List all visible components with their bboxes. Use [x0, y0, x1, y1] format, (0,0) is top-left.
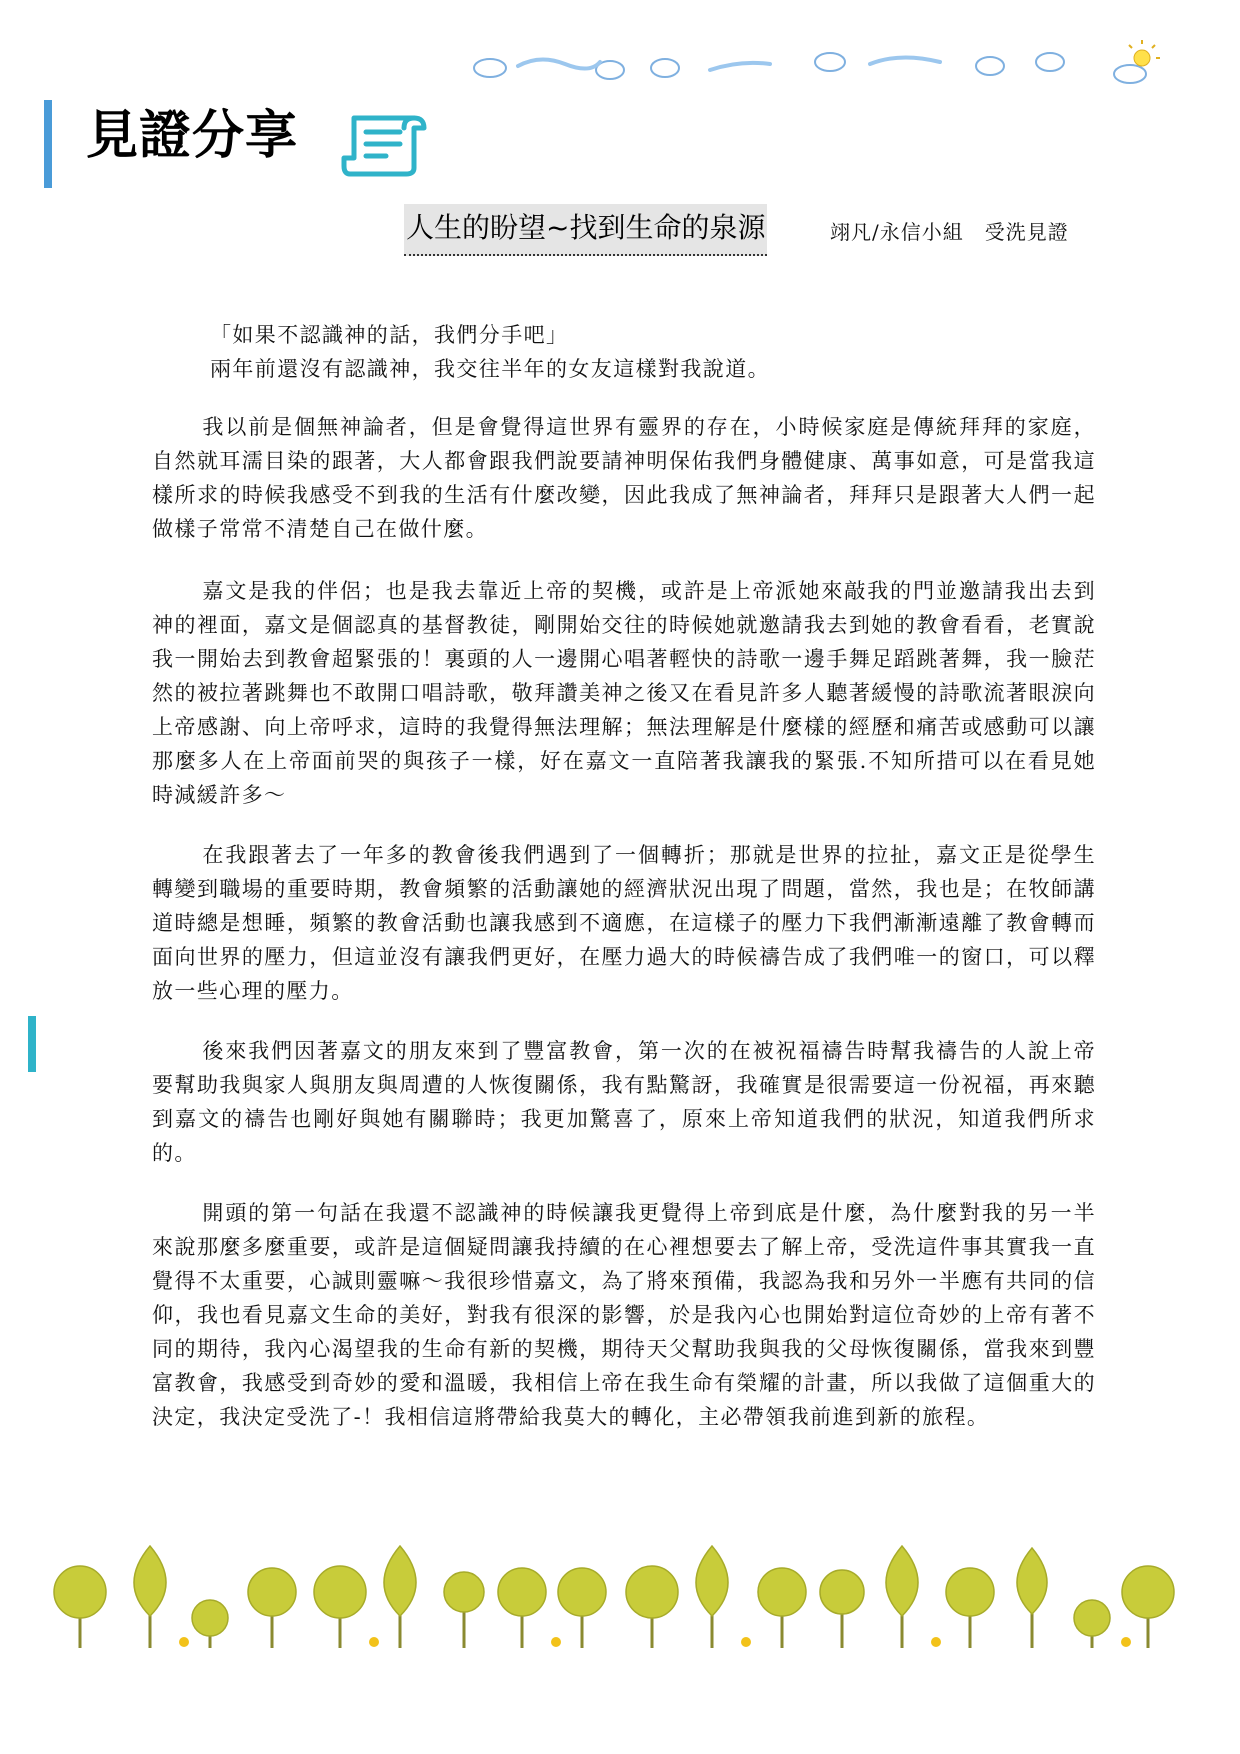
author-byline: 翊凡/永信小組 受洗見證 [830, 220, 1069, 244]
article-title: 人生的盼望~找到生命的泉源 [404, 204, 767, 256]
flower-icon [179, 1637, 189, 1647]
flower-icon [741, 1637, 751, 1647]
tree-icon [1074, 1600, 1110, 1648]
tree-icon [886, 1546, 918, 1648]
tree-icon [444, 1572, 484, 1648]
tree-icon [1017, 1548, 1047, 1648]
body-paragraph: 開頭的第一句話在我還不認識神的時候讓我更覺得上帝到底是什麼，為什麼對我的另一半來說那麼多麼重要，或許是這個疑問讓我持續的在心裡想要去了解上帝，受洗這件事其實我一直覺得不太重要，心誠則靈嘛～我很珍惜嘉文，為了將來預備，我認為我和另外一半應有共同的信仰，我也看見嘉文生命的美好，對我有很深的影響，於是我內心也開始對這位奇妙的上帝有著不同的期待，我內心渴望我的生命有新的契機，期待天父幫助我與我的父母恢復關係，當我來到豐富教會，我感受到奇妙的愛和溫暖，我相信上帝在我生命有榮耀的計畫，所以我做了這個重大的決定，我決定受洗了-！我相信這將帶給我莫大的轉化，主必帶領我前進到新的旅程。 [152, 1201, 1096, 1429]
opening-quote: 「如果不認識神的話，我們分手吧」 [210, 323, 569, 347]
tree-border-icon [52, 1530, 1192, 1660]
flower-icon [551, 1637, 561, 1647]
tree-icon [696, 1546, 728, 1648]
tree-icon [946, 1568, 994, 1648]
tree-icon [498, 1568, 546, 1648]
tree-icon [1122, 1566, 1174, 1648]
intro-line: 兩年前還沒有認識神，我交往半年的女友這樣對我說道。 [210, 357, 770, 381]
body-paragraph: 在我跟著去了一年多的教會後我們遇到了一個轉折；那就是世界的拉扯，嘉文正是從學生轉變到職場的重要時期，教會頻繁的活動讓她的經濟狀況出現了問題，當然，我也是；在牧師講道時總是想睡，頻繁的教會活動也讓我感到不適應，在這樣子的壓力下我們漸漸遠離了教會轉而面向世界的壓力，但這並沒有讓我們更好，在壓力過大的時候禱告成了我們唯一的窗口，可以釋放一些心理的壓力。 [152, 843, 1096, 1003]
side-accent-bar [28, 1016, 36, 1072]
tree-icon [558, 1568, 606, 1648]
body-paragraph: 嘉文是我的伴侶；也是我去靠近上帝的契機，或許是上帝派她來敲我的門並邀請我出去到神的裡面，嘉文是個認真的基督教徒，剛開始交往的時候她就邀請我去到她的教會看看，老實說我一開始去到教會超緊張的！裏頭的人一邊開心唱著輕快的詩歌一邊手舞足蹈跳著舞，我一臉茫然的被拉著跳舞也不敢開口唱詩歌，敬拜讚美神之後又在看見許多人聽著緩慢的詩歌流著眼淚向上帝感謝、向上帝呼求，這時的我覺得無法理解；無法理解是什麼樣的經歷和痛苦或感動可以讓那麼多人在上帝面前哭的與孩子一樣，好在嘉文一直陪著我讓我的緊張.不知所措可以在看見她時減緩許多～ [152, 579, 1096, 807]
body-paragraph: 我以前是個無神論者，但是會覺得這世界有靈界的存在，小時候家庭是傳統拜拜的家庭，自然就耳濡目染的跟著，大人都會跟我們說要請神明保佑我們身體健康、萬事如意，可是當我這樣所求的時候我感受不到我的生活有什麼改變，因此我成了無神論者，拜拜只是跟著大人們一起做樣子常常不清楚自己在做什麼。 [152, 415, 1096, 541]
tree-icon [134, 1546, 166, 1648]
section-title: 見證分享 [86, 106, 299, 166]
scroll-icon [340, 108, 432, 180]
tree-icon [820, 1570, 864, 1648]
tree-icon [248, 1568, 296, 1648]
body-paragraph: 後來我們因著嘉文的朋友來到了豐富教會，第一次的在被祝福禱告時幫我禱告的人說上帝要幫助我與家人與朋友與周遭的人恢復關係，我有點驚訝，我確實是很需要這一份祝福，再來聽到嘉文的禱告也剛好與她有關聯時；我更加驚喜了，原來上帝知道我們的狀況，知道我們所求的。 [152, 1039, 1096, 1165]
section-accent-bar [44, 100, 52, 188]
tree-icon [758, 1568, 806, 1648]
flower-icon [1121, 1637, 1131, 1647]
tree-icon [384, 1546, 416, 1648]
cloud-border-icon [470, 40, 1190, 90]
tree-icon [192, 1600, 228, 1648]
tree-icon [54, 1566, 106, 1648]
flower-icon [369, 1637, 379, 1647]
tree-icon [314, 1566, 366, 1648]
flower-icon [931, 1637, 941, 1647]
tree-icon [626, 1566, 678, 1648]
